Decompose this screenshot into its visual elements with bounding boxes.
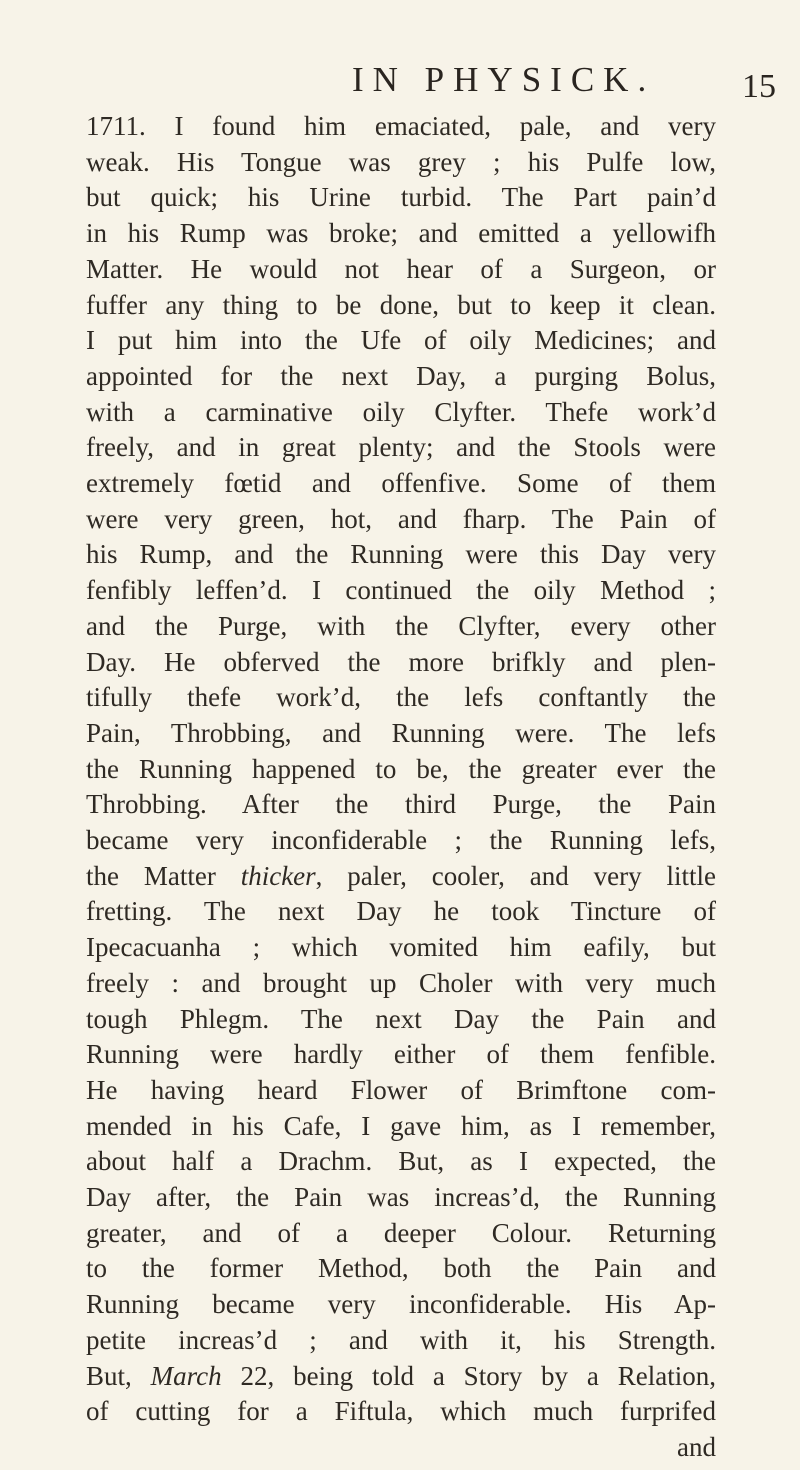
page-number: 15 [742, 68, 776, 105]
text-line: appointed for the next Day, a purging Bolus, [86, 360, 716, 391]
text-line: freely : and brought up Choler with very much [86, 967, 716, 998]
text-line: weak. His Tongue was grey ; his Pulfe low, [86, 146, 716, 177]
text-line: extremely fœtid and offenfive. Some of them [86, 468, 716, 498]
text-line: Running were hardly either of them fenfible. [86, 1039, 716, 1070]
text-line: Day after, the Pain was increas’d, the Running [86, 1182, 716, 1212]
text-line: Matter. He would not hear of a Surgeon, or [86, 253, 716, 284]
text-line: with a carminative oily Clyfter. Thefe work’d [86, 396, 716, 427]
running-title: IN PHYSICK. [352, 60, 656, 99]
text-line: fuffer any thing to be done, but to keep it clean. [86, 289, 716, 320]
text-line: became very inconfiderable ; the Running lefs, [86, 825, 716, 855]
text-line: freely, and in great plenty; and the Stools were [86, 432, 716, 463]
text-line: greater, and of a deeper Colour. Returning [86, 1217, 716, 1248]
text-line: Throbbing. After the third Purge, the Pain [86, 789, 716, 820]
italic-word: March [150, 1360, 222, 1391]
text-line: But, March 22, being told a Story by a Relation, [86, 1360, 717, 1391]
text-line: mended in his Cafe, I gave him, as I remember, [86, 1110, 716, 1141]
text-line: and the Purge, with the Clyfter, every other [86, 610, 716, 641]
text-line: his Rump, and the Running were this Day very [86, 539, 716, 570]
text-line: were very green, hot, and fharp. The Pain of [86, 503, 716, 534]
text-line: Running became very inconfiderable. His Ap- [86, 1289, 716, 1320]
text-line: tifully thefe work’d, the lefs conftantly the [86, 682, 716, 713]
text-line: Day. He obferved the more brifkly and plen- [86, 646, 716, 677]
text-line: 1711. I found him emaciated, pale, and very [86, 111, 716, 141]
text-line: but quick; his Urine turbid. The Part pain’d [86, 182, 716, 213]
text-line: the Running happened to be, the greater ever the [86, 753, 716, 784]
text-line: about half a Drachm. But, as I expected, the [86, 1146, 716, 1177]
italic-word: thicker [240, 860, 316, 891]
text-line: tough Phlegm. The next Day the Pain and [86, 1003, 716, 1034]
catchword: and [677, 1431, 716, 1462]
text-line: fretting. The next Day he took Tincture of [86, 896, 716, 927]
text-line: the Matter thicker, paler, cooler, and very little [86, 860, 716, 891]
text-line: He having heard Flower of Brimftone com- [86, 1074, 716, 1105]
text-line: of cutting for a Fiftula, which much furprifed [86, 1396, 716, 1427]
text-line: in his Rump was broke; and emitted a yellowifh [86, 218, 716, 249]
text-line: petite increas’d ; and with it, his Strength. [86, 1324, 716, 1355]
text-line: fenfibly leffen’d. I continued the oily Method ; [86, 575, 716, 606]
text-line: I put him into the Ufe of oily Medicines; and [86, 325, 716, 356]
text-line: Ipecacuanha ; which vomited him eafily, but [86, 932, 716, 963]
text-line: to the former Method, both the Pain and [86, 1253, 716, 1284]
text-line: Pain, Throbbing, and Running were. The lefs [86, 717, 716, 748]
